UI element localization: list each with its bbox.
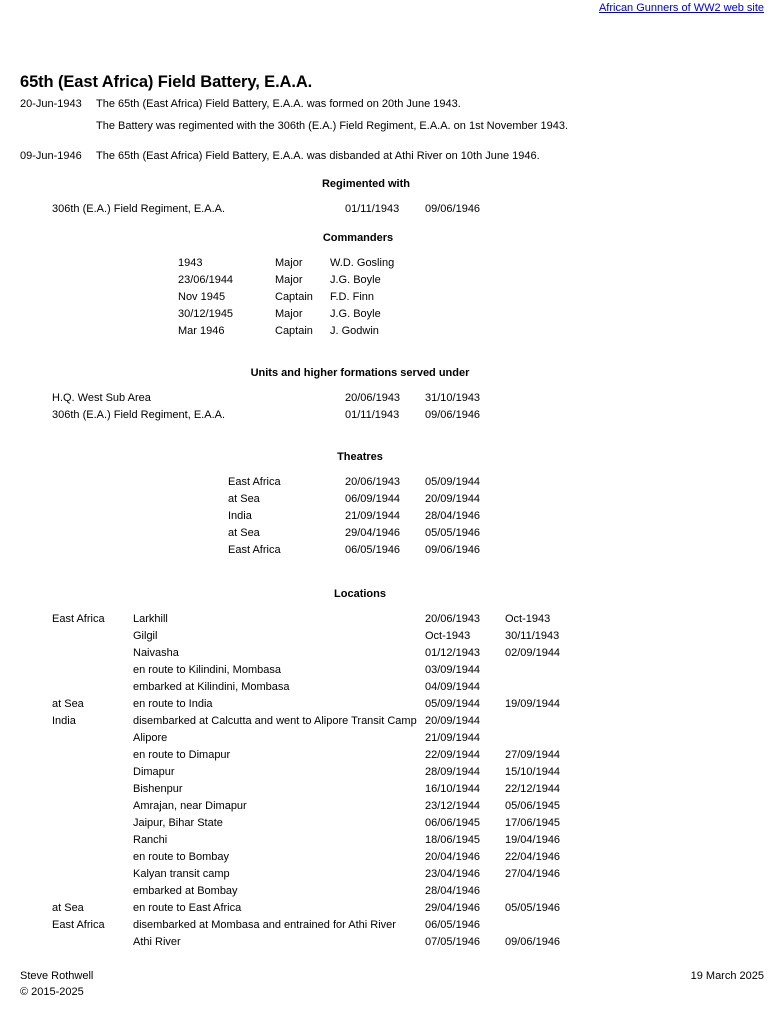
- theatre-name: at Sea: [228, 527, 260, 539]
- end-date: 31/10/1943: [425, 392, 481, 404]
- location-place: en route to Dimapur: [133, 749, 231, 761]
- section-heading-regimented-with: Regimented with: [321, 178, 410, 190]
- intro-date: 09-Jun-1946: [20, 150, 82, 162]
- theatre-name: East Africa: [228, 476, 281, 488]
- location-place: Athi River: [133, 936, 181, 948]
- end-date: 20/09/1944: [425, 493, 481, 505]
- commander-row: [0, 257, 772, 274]
- end-date: Oct-1943: [505, 613, 551, 625]
- commander-row: [0, 291, 772, 308]
- unit-name: 306th (E.A.) Field Regiment, E.A.A.: [52, 409, 226, 421]
- location-place: en route to Bombay: [133, 851, 230, 863]
- unit-served-under-row: [0, 409, 772, 426]
- location-place: embarked at Bombay: [133, 885, 238, 897]
- location-row: [0, 800, 772, 817]
- intro-row: [0, 120, 772, 150]
- start-date: 28/09/1944: [425, 766, 481, 778]
- location-place: Alipore: [133, 732, 168, 744]
- location-row: [0, 766, 772, 783]
- regimented-with-table: [0, 203, 772, 220]
- header-link-container: [599, 2, 764, 14]
- start-date: 06/06/1945: [425, 817, 481, 829]
- commander-rank: Major: [275, 274, 303, 286]
- end-date: 05/05/1946: [505, 902, 561, 914]
- location-place: en route to Kilindini, Mombasa: [133, 664, 281, 676]
- commander-date: Nov 1945: [178, 291, 226, 303]
- end-date: 27/09/1944: [505, 749, 561, 761]
- end-date: 27/04/1946: [505, 868, 561, 880]
- commander-date: 1943: [178, 257, 203, 269]
- page-title: 65th (East Africa) Field Battery, E.A.A.: [20, 73, 313, 92]
- commander-rank: Major: [275, 308, 303, 320]
- end-date: 05/09/1944: [425, 476, 481, 488]
- unit-name: H.Q. West Sub Area: [52, 392, 151, 404]
- commander-rank: Major: [275, 257, 303, 269]
- location-row: [0, 919, 772, 936]
- location-place: Ranchi: [133, 834, 168, 846]
- start-date: 03/09/1944: [425, 664, 481, 676]
- theatre-row: [0, 493, 772, 510]
- start-date: 23/04/1946: [425, 868, 481, 880]
- footer-author: Steve Rothwell: [20, 970, 94, 982]
- regimented-with-row: [0, 203, 772, 220]
- location-place: en route to India: [133, 698, 213, 710]
- start-date: 23/12/1944: [425, 800, 481, 812]
- theatre-row: [0, 527, 772, 544]
- location-place: Gilgil: [133, 630, 158, 642]
- location-theatre: at Sea: [52, 902, 84, 914]
- end-date: 05/05/1946: [425, 527, 481, 539]
- start-date: 01/11/1943: [345, 409, 400, 421]
- intro-row: [0, 98, 772, 120]
- location-row: [0, 630, 772, 647]
- location-place: embarked at Kilindini, Mombasa: [133, 681, 290, 693]
- location-row: [0, 647, 772, 664]
- african-gunners-website-link[interactable]: African Gunners of WW2 web site: [598, 2, 764, 14]
- location-row: [0, 868, 772, 885]
- start-date: 20/04/1946: [425, 851, 481, 863]
- location-row: [0, 698, 772, 715]
- location-row: [0, 715, 772, 732]
- commander-row: [0, 308, 772, 325]
- location-place: disembarked at Calcutta and went to Alipore Transit Camp: [133, 715, 417, 727]
- start-date: 05/09/1944: [425, 698, 481, 710]
- commander-date: Mar 1946: [178, 325, 225, 337]
- location-theatre: at Sea: [52, 698, 84, 710]
- location-row: [0, 936, 772, 953]
- location-place: Naivasha: [133, 647, 179, 659]
- location-row: [0, 783, 772, 800]
- unit-served-under-row: [0, 392, 772, 409]
- start-date: 04/09/1944: [425, 681, 481, 693]
- commander-rank: Captain: [275, 291, 313, 303]
- start-date: 06/09/1944: [345, 493, 401, 505]
- start-date: 28/04/1946: [425, 885, 481, 897]
- end-date: 09/06/1946: [425, 203, 481, 215]
- theatre-name: India: [228, 510, 252, 522]
- start-date: 20/06/1943: [345, 476, 401, 488]
- location-row: [0, 681, 772, 698]
- start-date: 01/12/1943: [425, 647, 481, 659]
- start-date: 20/06/1943: [425, 613, 481, 625]
- end-date: 22/12/1944: [505, 783, 561, 795]
- commander-date: 23/06/1944: [178, 274, 234, 286]
- start-date: 20/06/1943: [345, 392, 401, 404]
- location-row: [0, 834, 772, 851]
- start-date: 29/04/1946: [425, 902, 481, 914]
- units-served-under-table: [0, 392, 772, 426]
- commander-name: J.G. Boyle: [330, 308, 381, 320]
- commander-name: W.D. Gosling: [330, 257, 395, 269]
- end-date: 19/09/1944: [505, 698, 561, 710]
- section-heading-locations: Locations: [334, 588, 386, 600]
- theatre-row: [0, 544, 772, 561]
- locations-table: [0, 613, 772, 953]
- page-footer: [0, 970, 772, 1010]
- intro-date: 20-Jun-1943: [20, 98, 82, 110]
- start-date: 07/05/1946: [425, 936, 481, 948]
- theatre-name: East Africa: [228, 544, 281, 556]
- start-date: 06/05/1946: [345, 544, 401, 556]
- location-place: Larkhill: [133, 613, 168, 625]
- end-date: 05/06/1945: [505, 800, 561, 812]
- footer-copyright: © 2015-2025: [20, 986, 84, 998]
- start-date: 06/05/1946: [425, 919, 481, 931]
- end-date: 09/06/1946: [425, 544, 481, 556]
- location-place: Amrajan, near Dimapur: [133, 800, 247, 812]
- start-date: Oct-1943: [425, 630, 471, 642]
- commander-name: F.D. Finn: [330, 291, 375, 303]
- intro-row: [0, 150, 772, 172]
- location-place: Dimapur: [133, 766, 175, 778]
- start-date: 21/09/1944: [425, 732, 481, 744]
- start-date: 21/09/1944: [345, 510, 401, 522]
- end-date: 28/04/1946: [425, 510, 481, 522]
- theatre-name: at Sea: [228, 493, 260, 505]
- commander-row: [0, 274, 772, 291]
- commander-date: 30/12/1945: [178, 308, 234, 320]
- intro-text: The 65th (East Africa) Field Battery, E.A.A. was disbanded at Athi River on 10th June 1946.: [96, 150, 540, 162]
- start-date: 01/11/1943: [345, 203, 400, 215]
- intro-text: The 65th (East Africa) Field Battery, E.A.A. was formed on 20th June 1943.: [96, 98, 461, 110]
- location-place: Bishenpur: [133, 783, 183, 795]
- start-date: 16/10/1944: [425, 783, 481, 795]
- end-date: 09/06/1946: [425, 409, 481, 421]
- theatre-row: [0, 510, 772, 527]
- commanders-table: [0, 257, 772, 342]
- location-row: [0, 885, 772, 902]
- unit-name: 306th (E.A.) Field Regiment, E.A.A.: [52, 203, 226, 215]
- commander-row: [0, 325, 772, 342]
- theatres-table: [0, 476, 772, 561]
- location-theatre: East Africa: [52, 919, 105, 931]
- commander-name: J. Godwin: [330, 325, 379, 337]
- location-place: Kalyan transit camp: [133, 868, 230, 880]
- intro-block: [0, 98, 772, 172]
- commander-name: J.G. Boyle: [330, 274, 381, 286]
- end-date: 17/06/1945: [505, 817, 561, 829]
- location-row: [0, 851, 772, 868]
- end-date: 30/11/1943: [505, 630, 560, 642]
- footer-date: 19 March 2025: [690, 970, 764, 982]
- location-row: [0, 732, 772, 749]
- location-row: [0, 664, 772, 681]
- end-date: 15/10/1944: [505, 766, 561, 778]
- end-date: 02/09/1944: [505, 647, 561, 659]
- section-heading-commanders: Commanders: [322, 232, 394, 244]
- location-place: Jaipur, Bihar State: [133, 817, 223, 829]
- start-date: 22/09/1944: [425, 749, 481, 761]
- location-row: [0, 749, 772, 766]
- start-date: 29/04/1946: [345, 527, 401, 539]
- start-date: 20/09/1944: [425, 715, 481, 727]
- location-row: [0, 817, 772, 834]
- start-date: 18/06/1945: [425, 834, 481, 846]
- section-heading-units-served-under: Units and higher formations served under: [250, 367, 470, 379]
- location-theatre: India: [52, 715, 76, 727]
- location-row: [0, 613, 772, 630]
- intro-text: The Battery was regimented with the 306th (E.A.) Field Regiment, E.A.A. on 1st November 1943.: [96, 120, 569, 132]
- end-date: 09/06/1946: [505, 936, 561, 948]
- end-date: 19/04/1946: [505, 834, 561, 846]
- location-row: [0, 902, 772, 919]
- location-place: disembarked at Mombasa and entrained for Athi River: [133, 919, 396, 931]
- end-date: 22/04/1946: [505, 851, 561, 863]
- commander-rank: Captain: [275, 325, 313, 337]
- section-heading-theatres: Theatres: [337, 451, 383, 463]
- theatre-row: [0, 476, 772, 493]
- location-theatre: East Africa: [52, 613, 105, 625]
- location-place: en route to East Africa: [133, 902, 242, 914]
